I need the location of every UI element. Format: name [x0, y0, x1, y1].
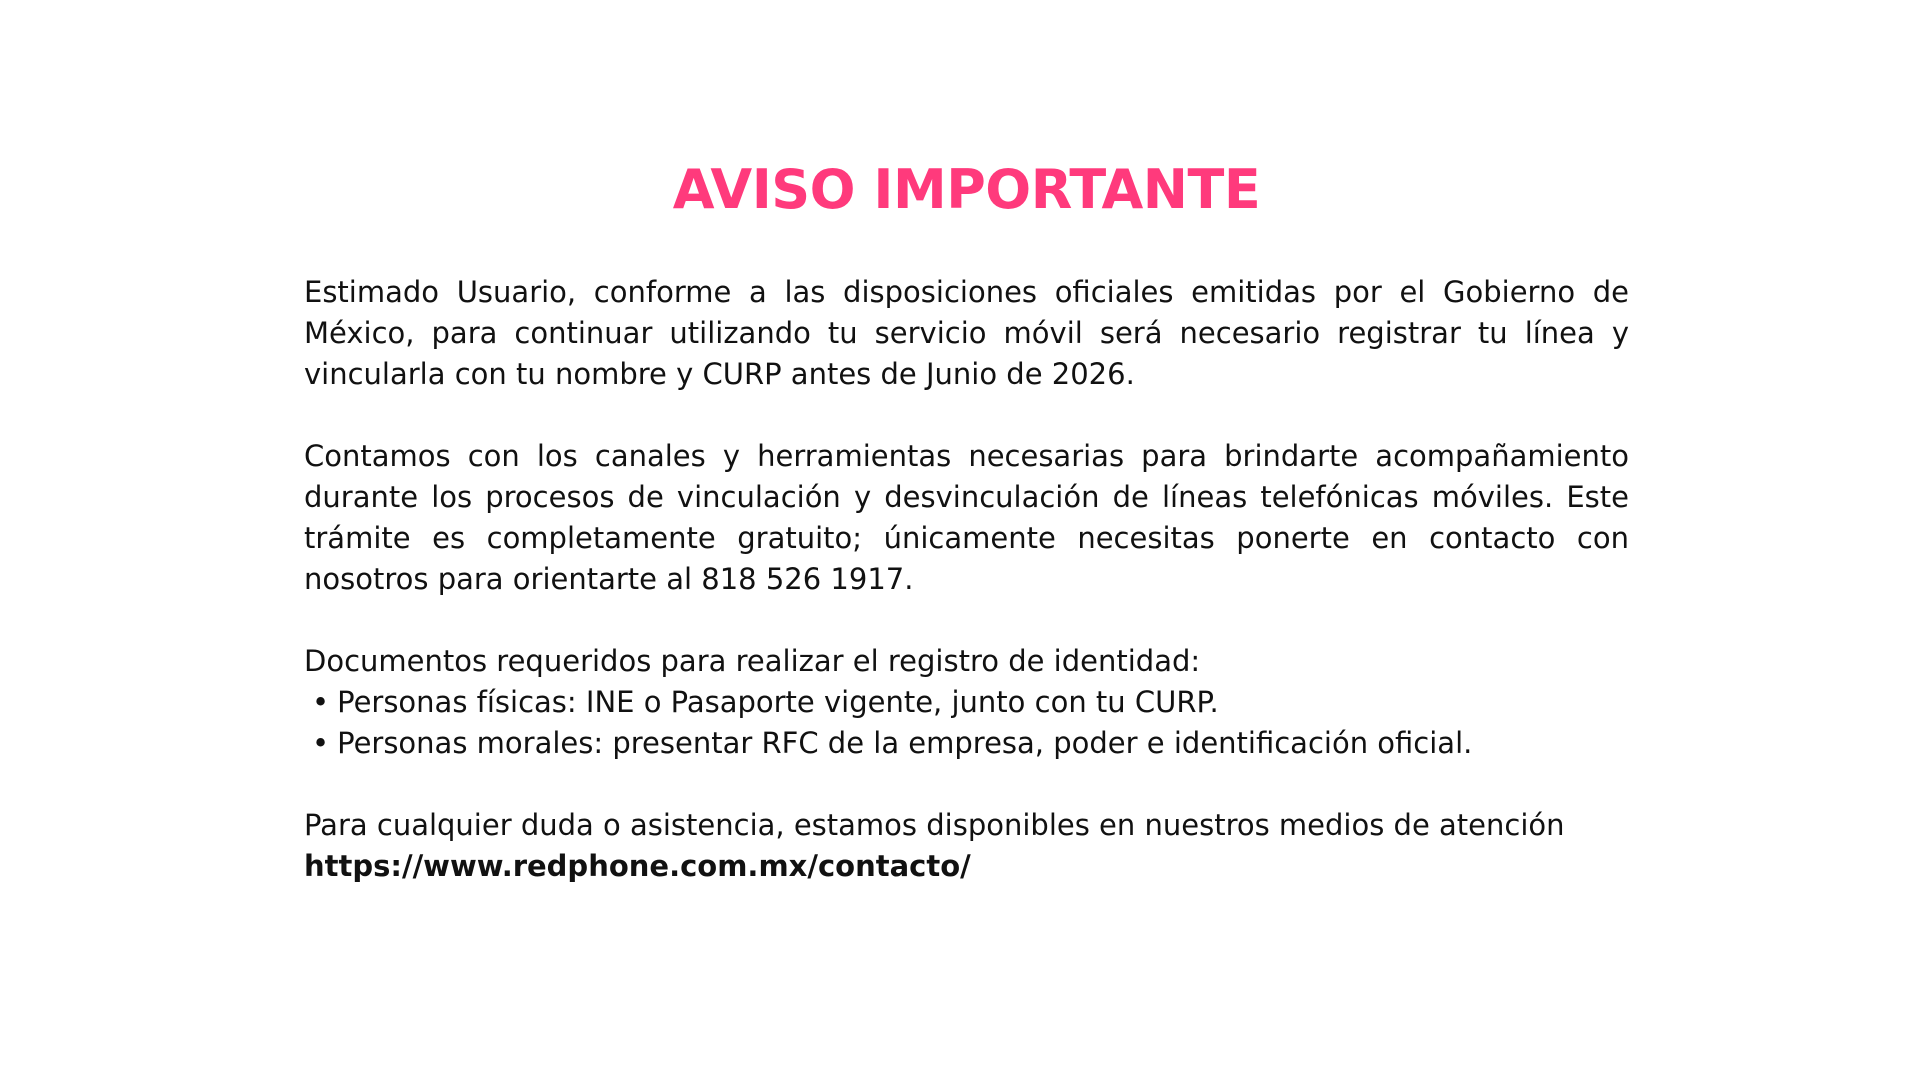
bullet-icon: •: [312, 685, 330, 719]
paragraph-support: Contamos con los canales y herramientas necesarias para brindarte acompañamiento durante los procesos de vinculación y desvinculación de líneas telefónicas móviles. Este trámite es completamente gratuito; únicamente necesitas ponerte en contacto con nosotros para orientarte al 818 526 1917.: [304, 439, 1629, 596]
notice-body: [304, 272, 1629, 887]
paragraph-spacer: [304, 764, 1629, 805]
contact-text: Para cualquier duda o asistencia, estamos disponibles en nuestros medios de atención: [304, 808, 1565, 842]
documents-item-text: Personas físicas: INE o Pasaporte vigente, junto con tu CURP.: [337, 685, 1219, 719]
notice-title: AVISO IMPORTANTE: [672, 158, 1261, 221]
bullet-icon: •: [312, 726, 330, 760]
documents-item-text: Personas morales: presentar RFC de la empresa, poder e identificación oficial.: [337, 726, 1473, 760]
documents-item-personas-fisicas: [304, 682, 1629, 723]
paragraph-spacer: [304, 395, 1629, 436]
documents-heading: Documentos requeridos para realizar el registro de identidad:: [304, 644, 1201, 678]
notice: [304, 150, 1629, 887]
documents-item-personas-morales: [304, 723, 1629, 764]
documents-list: [304, 682, 1629, 764]
paragraph-registration: Estimado Usuario, conforme a las disposiciones oficiales emitidas por el Gobierno de México, para continuar utilizando tu servicio móvil será necesario registrar tu línea y vincularla con tu nombre y CURP antes de Junio de 2026.: [304, 275, 1629, 391]
contact-link[interactable]: https://www.redphone.com.mx/contacto/: [304, 849, 971, 883]
paragraph-spacer: [304, 600, 1629, 641]
